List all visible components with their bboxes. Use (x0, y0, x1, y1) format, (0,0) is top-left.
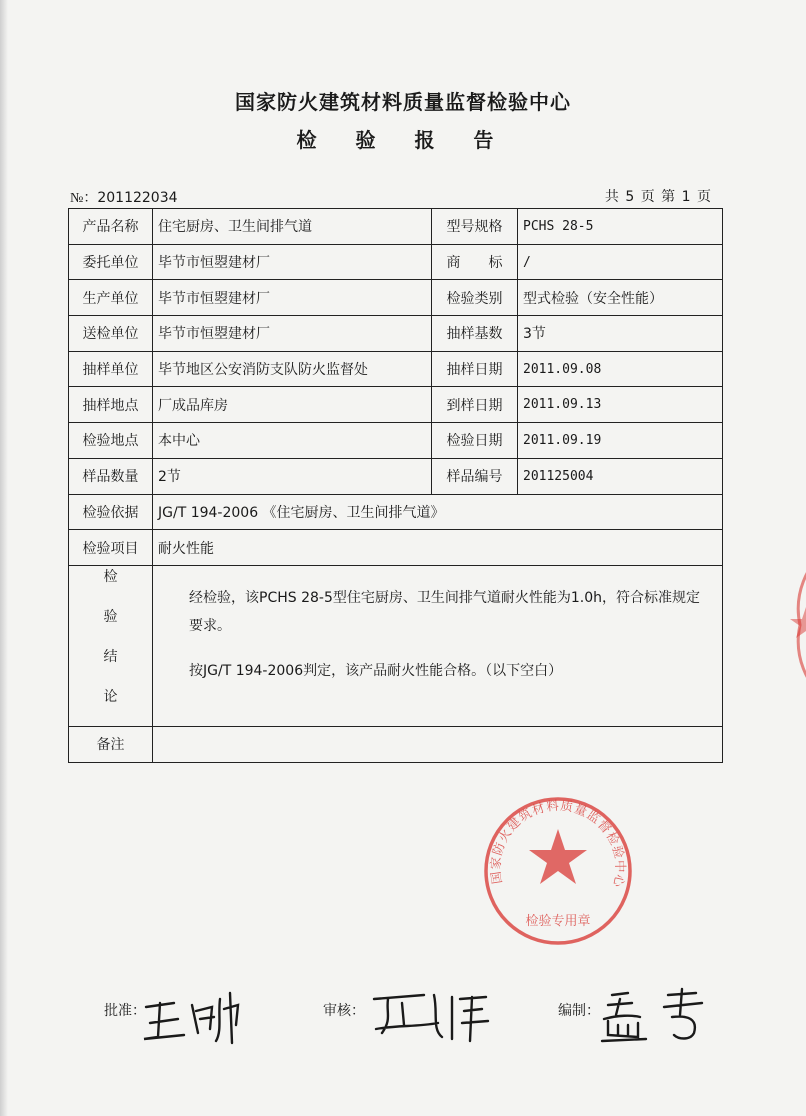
table-row (69, 351, 723, 387)
table-row (69, 530, 723, 566)
report-number-value: 201122034 (97, 190, 178, 206)
scan-edge-shadow (0, 0, 8, 1116)
conclusion-paragraph-2: 按JG/T 194-2006判定，该产品耐火性能合格。（以下空白） (189, 662, 563, 679)
conclusion-label-char: 结 (103, 648, 118, 665)
sampling-unit-label: 抽样单位 (69, 351, 153, 387)
trademark-label: 商 标 (432, 244, 518, 280)
arrival-date-label: 到样日期 (432, 387, 518, 423)
product-name-value: 住宅厨房、卫生间排气道 (153, 209, 432, 245)
report-table (68, 208, 723, 763)
sample-no-label: 样品编号 (432, 458, 518, 494)
table-row (69, 423, 723, 459)
conclusion-row (69, 565, 723, 726)
model-label: 型号规格 (432, 209, 518, 245)
table-row (69, 209, 723, 245)
conclusion-label-char: 论 (103, 688, 118, 705)
official-seal (482, 795, 634, 947)
table-row (69, 316, 723, 352)
item-label: 检验项目 (69, 530, 153, 566)
model-value: PCHS 28-5 (518, 209, 723, 245)
partial-seal-edge (770, 545, 806, 705)
approve-signature (140, 985, 250, 1045)
submitter-value: 毕节市恒曌建材厂 (153, 316, 432, 352)
compile-signature (598, 985, 728, 1045)
sample-qty-label: 样品数量 (69, 458, 153, 494)
compile-label: 编制： (558, 1003, 600, 1019)
manufacturer-value: 毕节市恒曌建材厂 (153, 280, 432, 316)
report-number-label: №： (70, 191, 98, 206)
sample-no-value: 201125004 (518, 458, 723, 494)
conclusion-label (69, 565, 153, 726)
partial-seal-star-icon (790, 607, 806, 638)
report-number (70, 187, 178, 207)
test-place-label: 检验地点 (69, 423, 153, 459)
test-type-value: 型式检验（安全性能） (518, 280, 723, 316)
product-name-label: 产品名称 (69, 209, 153, 245)
sampling-date-value: 2011.09.08 (518, 351, 723, 387)
table-row (69, 280, 723, 316)
sample-qty-value: 2节 (153, 458, 432, 494)
remark-label: 备注 (69, 726, 153, 762)
test-type-label: 检验类别 (432, 280, 518, 316)
client-label: 委托单位 (69, 244, 153, 280)
arrival-date-value: 2011.09.13 (518, 387, 723, 423)
test-place-value: 本中心 (153, 423, 432, 459)
table-row (69, 494, 723, 530)
sampling-place-value: 厂成品库房 (153, 387, 432, 423)
seal-bottom-text: 检验专用章 (525, 914, 591, 929)
seal-star-icon (529, 829, 587, 884)
page-indicator: 共 5 页 第 1 页 (604, 189, 712, 205)
sampling-date-label: 抽样日期 (432, 351, 518, 387)
review-label: 审核： (323, 1003, 365, 1019)
sample-base-value: 3节 (518, 316, 723, 352)
sampling-unit-value: 毕节地区公安消防支队防火监督处 (153, 351, 432, 387)
table-row (69, 387, 723, 423)
item-value: 耐火性能 (153, 530, 723, 566)
approve-label: 批准： (104, 1003, 146, 1019)
report-title: 检 验 报 告 (296, 128, 510, 152)
conclusion-label-char: 验 (103, 608, 118, 625)
client-value: 毕节市恒曌建材厂 (153, 244, 432, 280)
remark-row (69, 726, 723, 762)
seal-ring-text: 国家防火建筑材料质量监督检验中心 (487, 797, 629, 890)
conclusion-cell (153, 565, 723, 726)
remark-value (153, 726, 723, 762)
conclusion-paragraph-1: 经检验，该PCHS 28-5型住宅厨房、卫生间排气道耐火性能为1.0h，符合标准规定要求。 (189, 589, 700, 634)
sample-base-label: 抽样基数 (432, 316, 518, 352)
test-date-label: 检验日期 (432, 423, 518, 459)
trademark-value: / (518, 244, 723, 280)
basis-value: JG/T 194-2006 《住宅厨房、卫生间排气道》 (153, 494, 723, 530)
manufacturer-label: 生产单位 (69, 280, 153, 316)
conclusion-label-char: 检 (103, 568, 118, 585)
sampling-place-label: 抽样地点 (69, 387, 153, 423)
institution-title: 国家防火建筑材料质量监督检验中心 (235, 90, 571, 114)
table-row (69, 244, 723, 280)
test-date-value: 2011.09.19 (518, 423, 723, 459)
review-signature (368, 985, 498, 1045)
submitter-label: 送检单位 (69, 316, 153, 352)
svg-text:国家防火建筑材料质量监督检验中心 (488, 798, 628, 890)
basis-label: 检验依据 (69, 494, 153, 530)
table-row (69, 458, 723, 494)
